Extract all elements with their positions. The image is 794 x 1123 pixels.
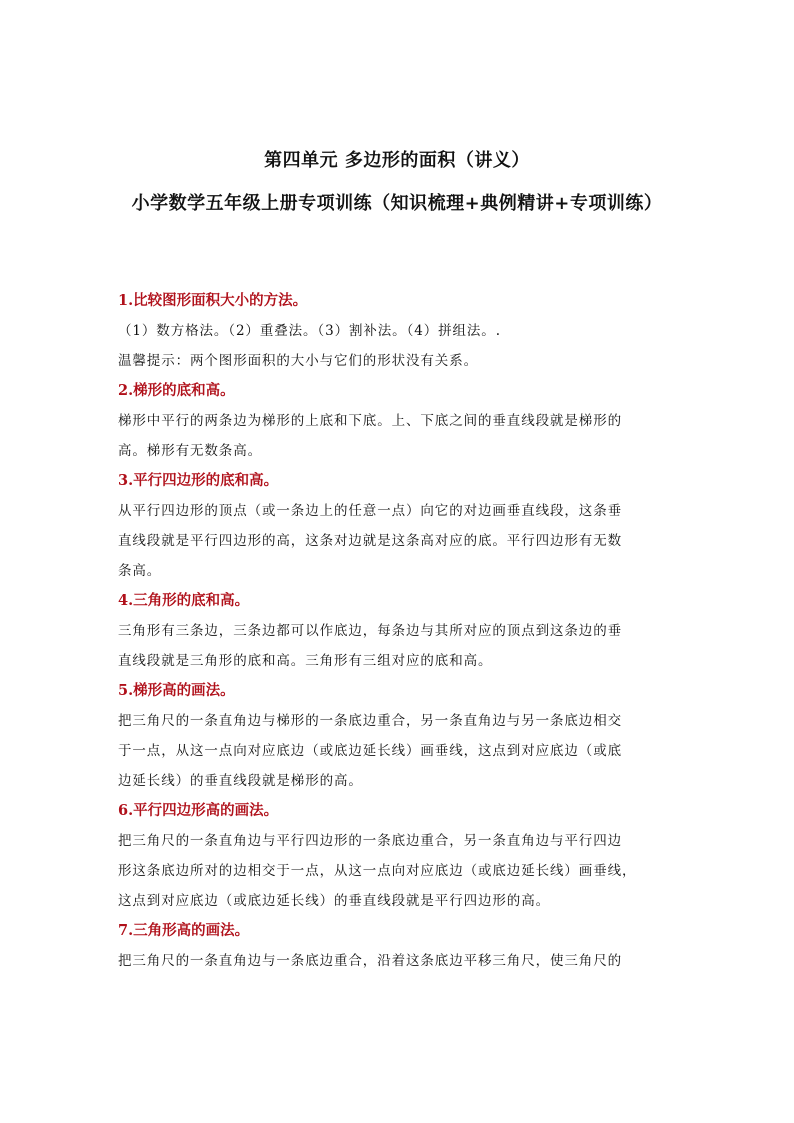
section-line: 把三角尺的一条直角边与平行四边形的一条底边重合，另一条直角边与平行四边 bbox=[118, 833, 622, 849]
section-5 bbox=[118, 676, 678, 796]
section-line: 把三角尺的一条直角边与梯形的一条底边重合，另一条直角边与另一条底边相交 bbox=[118, 713, 622, 729]
section-line: 把三角尺的一条直角边与一条底边重合，沿着这条底边平移三角尺，使三角尺的 bbox=[118, 953, 622, 969]
section-line: 温馨提示：两个图形面积的大小与它们的形状没有关系。 bbox=[118, 353, 478, 369]
section-line: 梯形中平行的两条边为梯形的上底和下底。上、下底之间的垂直线段就是梯形的 bbox=[118, 413, 622, 429]
section-7 bbox=[118, 916, 678, 976]
section-line: （1）数方格法。（2）重叠法。（3）割补法。（4）拼组法。. bbox=[118, 323, 501, 339]
section-line: 这点到对应底边（或底边延长线）的垂直线段就是平行四边形的高。 bbox=[118, 893, 550, 909]
section-line: 于一点，从这一点向对应底边（或底边延长线）画垂线，这点到对应底边（或底 bbox=[118, 743, 622, 759]
section-line: 直线段就是三角形的底和高。三角形有三组对应的底和高。 bbox=[118, 653, 493, 669]
section-line: 三角形有三条边，三条边都可以作底边，每条边与其所对应的顶点到这条边的垂 bbox=[118, 623, 622, 639]
document-body bbox=[118, 286, 678, 976]
section-line: 边延长线）的垂直线段就是梯形的高。 bbox=[118, 773, 363, 789]
section-heading: 7.三角形高的画法。 bbox=[118, 922, 250, 939]
section-6 bbox=[118, 796, 678, 916]
section-4 bbox=[118, 586, 678, 676]
section-line: 高。梯形有无数条高。 bbox=[118, 443, 262, 459]
document-subtitle: 小学数学五年级上册专项训练（知识梳理+典例精讲+专项训练） bbox=[131, 193, 663, 214]
section-heading: 4.三角形的底和高。 bbox=[118, 592, 250, 609]
section-heading: 3.平行四边形的底和高。 bbox=[118, 472, 279, 489]
section-heading: 6.平行四边形高的画法。 bbox=[118, 802, 279, 819]
section-3 bbox=[118, 466, 678, 586]
section-line: 条高。 bbox=[118, 563, 162, 579]
section-heading: 2.梯形的底和高。 bbox=[118, 382, 235, 399]
section-line: 直线段就是平行四边形的高，这条对边就是这条高对应的底。平行四边形有无数 bbox=[118, 533, 622, 549]
section-heading: 1.比较图形面积大小的方法。 bbox=[118, 292, 308, 309]
section-2 bbox=[118, 376, 678, 466]
section-line: 从平行四边形的顶点（或一条边上的任意一点）向它的对边画垂直线段，这条垂 bbox=[118, 503, 622, 519]
document-title: 第四单元 多边形的面积（讲义） bbox=[264, 150, 530, 171]
section-1 bbox=[118, 286, 678, 376]
section-line: 形这条底边所对的边相交于一点，从这一点向对应底边（或底边延长线）画垂线， bbox=[118, 863, 637, 879]
section-heading: 5.梯形高的画法。 bbox=[118, 682, 235, 699]
